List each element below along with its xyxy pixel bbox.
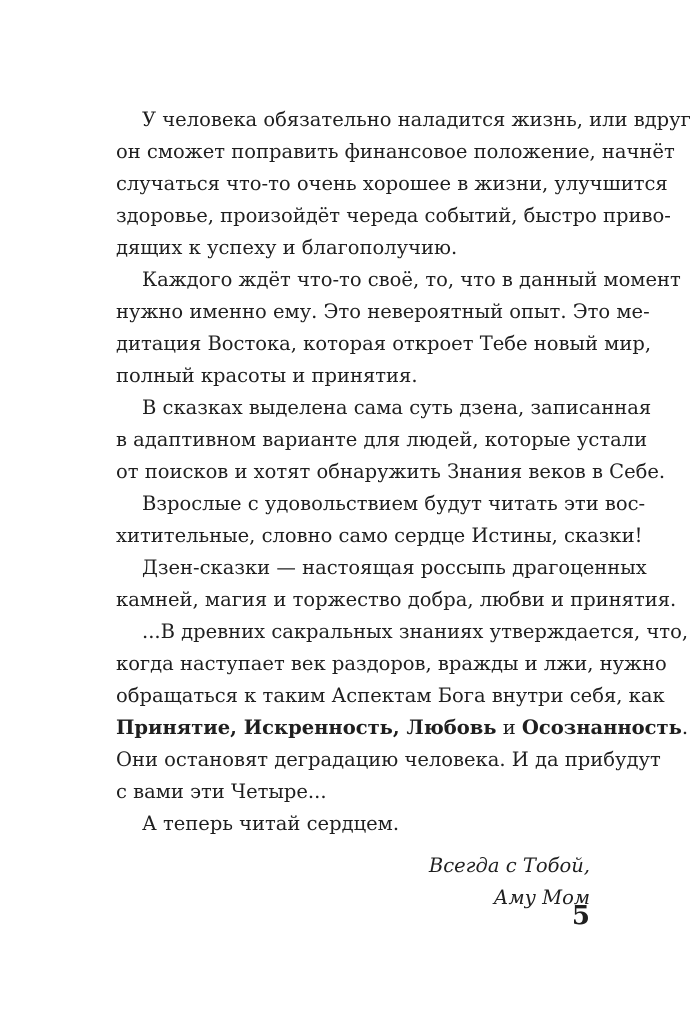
text-line: здоровье, произойдёт череда событий, быстро приво- [116,204,671,227]
text-line: У человека обязательно наладится жизнь, или вдруг [142,108,691,131]
text-line: хитительные, словно само сердце Истины, сказки! [116,524,643,547]
text-line: дящих к успеху и благополучию. [116,236,458,259]
text-line: Они остановят деградацию человека. И да прибудут [116,748,661,771]
text-line: дитация Востока, которая откроет Тебе новый мир, [116,332,652,355]
text-line: с вами эти Четыре... [116,780,327,803]
text-line: он сможет поправить финансовое положение, начнёт [116,140,675,163]
period: . [681,716,689,739]
bold-text: Осознанность [521,716,682,739]
signature-author: Аму Мом [493,886,590,909]
text-line: от поисков и хотят обнаружить Знания веков в Себе. [116,460,666,483]
signature-line: Всегда с Тобой, [428,854,590,877]
text-line: случаться что-то очень хорошее в жизни, улучшится [116,172,668,195]
text-line: Дзен-сказки — настоящая россыпь драгоценных [142,556,647,579]
text-line: полный красоты и принятия. [116,364,418,387]
text-line: камней, магия и торжество добра, любви и принятия. [116,588,677,611]
conjunction: и [496,716,522,739]
bold-aspects-line [116,712,689,744]
text-line: нужно именно ему. Это невероятный опыт. Это ме- [116,300,650,323]
text-line: Каждого ждёт что-то своё, то, что в данный момент [142,268,681,291]
text-line: Взрослые с удовольствием будут читать эти вос- [142,492,646,515]
text-line: когда наступает век раздоров, вражды и лжи, нужно [116,652,667,675]
text-line: ...В древних сакральных знаниях утверждается, что, [142,620,689,643]
text-line: обращаться к таким Аспектам Бога внутри себя, как [116,684,665,707]
text-line: В сказках выделена сама суть дзена, записанная [142,396,652,419]
text-line: А теперь читай сердцем. [142,812,400,835]
text-line: в адаптивном варианте для людей, которые устали [116,428,648,451]
page-number: 5 [571,901,590,931]
bold-text: Принятие, Искренность, Любовь [116,716,497,739]
